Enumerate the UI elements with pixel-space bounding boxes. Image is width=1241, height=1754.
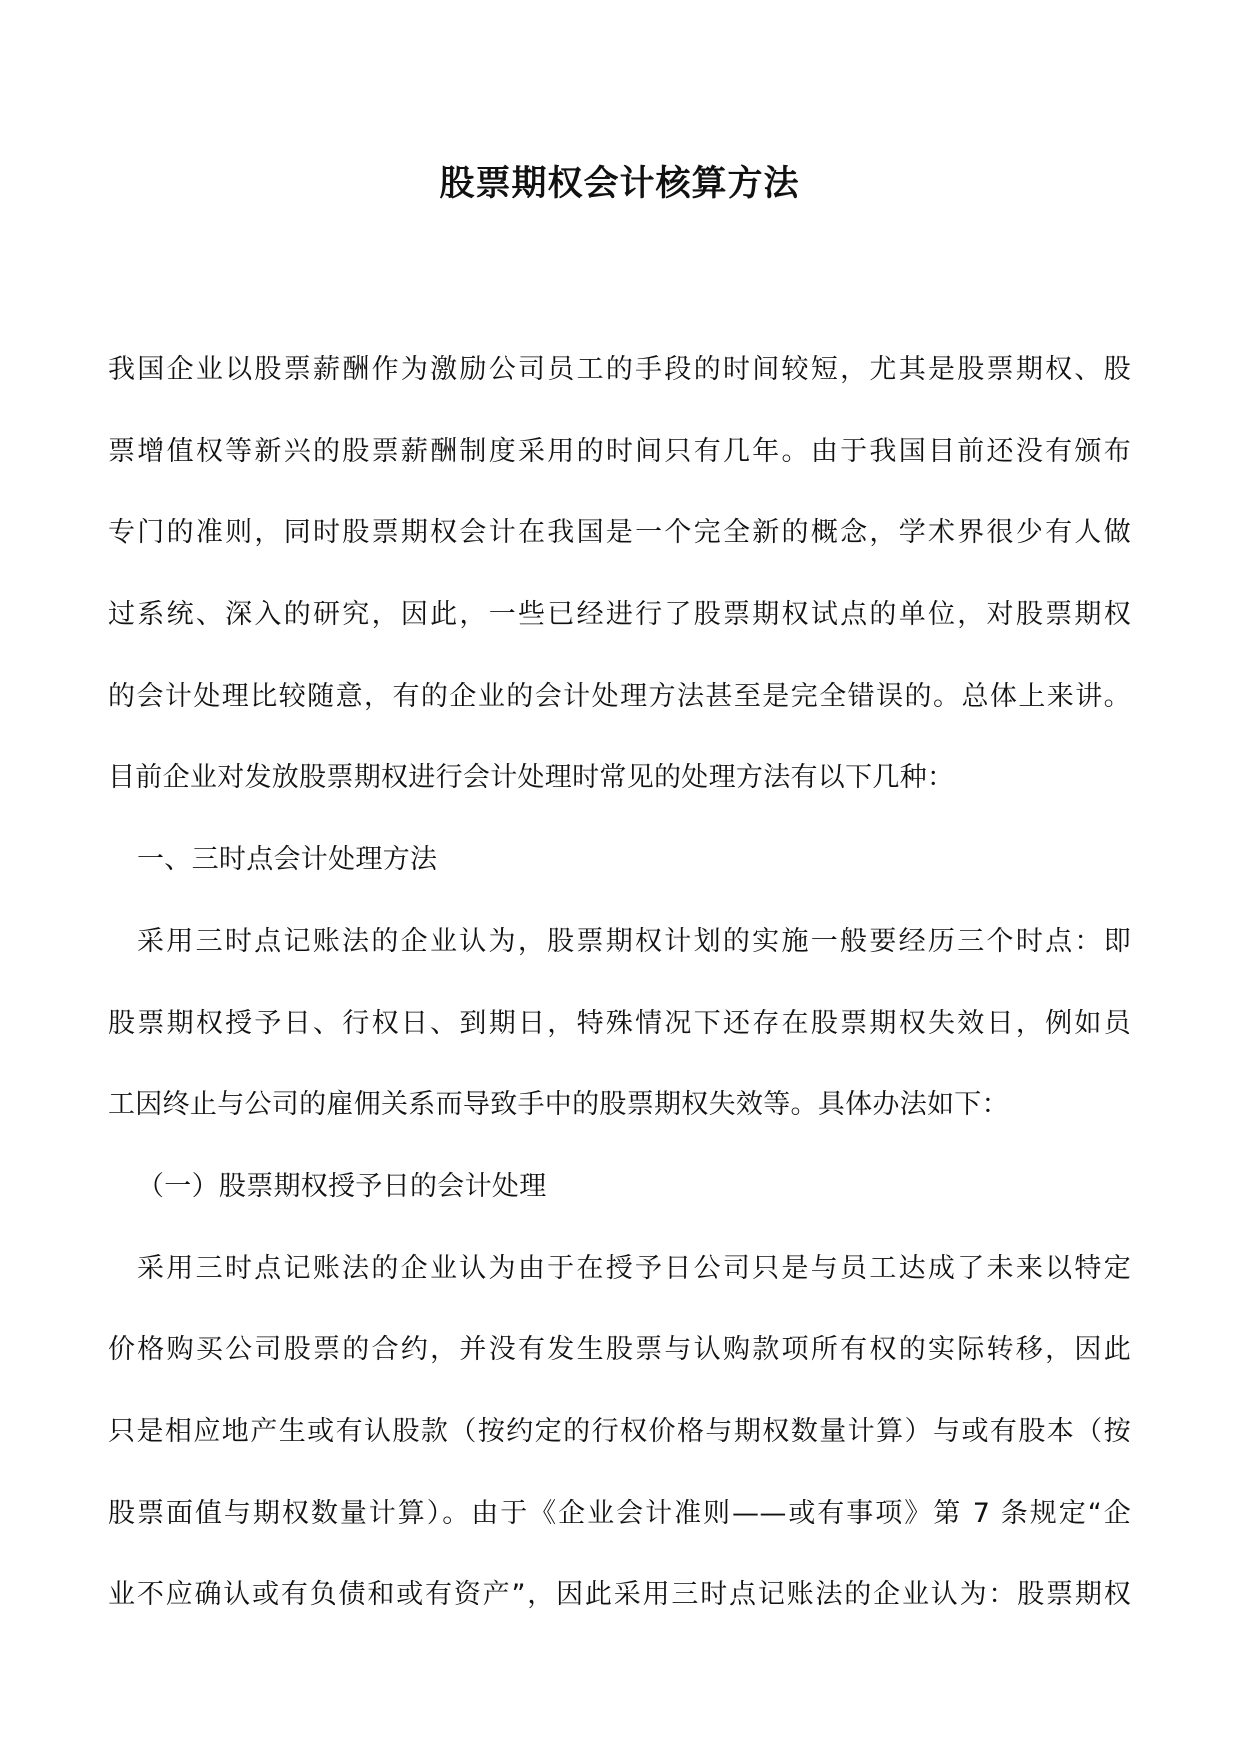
document-title: 股票期权会计核算方法	[439, 163, 800, 204]
text-line: 专门的准则，同时股票期权会计在我国是一个完全新的概念，学术界很少有人做	[108, 517, 1131, 549]
text-line: 股票期权授予日、行权日、到期日，特殊情况下还存在股票期权失效日，例如员	[108, 1007, 1131, 1039]
document-body	[108, 329, 1131, 1636]
text-line: 工因终止与公司的雇佣关系而导致手中的股票期权失效等。具体办法如下：	[108, 1089, 1009, 1121]
text-line: 过系统、深入的研究，因此，一些已经进行了股票期权试点的单位，对股票期权	[108, 599, 1131, 631]
text-line: 我国企业以股票薪酬作为激励公司员工的手段的时间较短，尤其是股票期权、股	[108, 354, 1131, 385]
text-line: 价格购买公司股票的合约，并没有发生股票与认购款项所有权的实际转移，因此	[108, 1334, 1131, 1366]
subsection-heading: （一）股票期权授予日的会计处理	[137, 1170, 547, 1202]
text-line: 采用三时点记账法的企业认为，股票期权计划的实施一般要经历三个时点：即	[137, 925, 1131, 957]
text-line: 股票面值与期权数量计算）。由于《企业会计准则——或有事项》第 7 条规定“企	[108, 1497, 1131, 1529]
section-heading: 一、三时点会计处理方法	[137, 844, 438, 876]
text-line: 采用三时点记账法的企业认为由于在授予日公司只是与员工达成了未来以特定	[137, 1252, 1131, 1284]
text-line: 业不应确认或有负债和或有资产”，因此采用三时点记账法的企业认为：股票期权	[108, 1579, 1131, 1611]
text-line: 票增值权等新兴的股票薪酬制度采用的时间只有几年。由于我国目前还没有颁布	[108, 435, 1131, 467]
text-line: 目前企业对发放股票期权进行会计处理时常见的处理方法有以下几种：	[108, 762, 955, 794]
text-line: 的会计处理比较随意，有的企业的会计处理方法甚至是完全错误的。总体上来讲。	[108, 680, 1131, 712]
text-line: 只是相应地产生或有认股款（按约定的行权价格与期权数量计算）与或有股本（按	[108, 1415, 1131, 1447]
